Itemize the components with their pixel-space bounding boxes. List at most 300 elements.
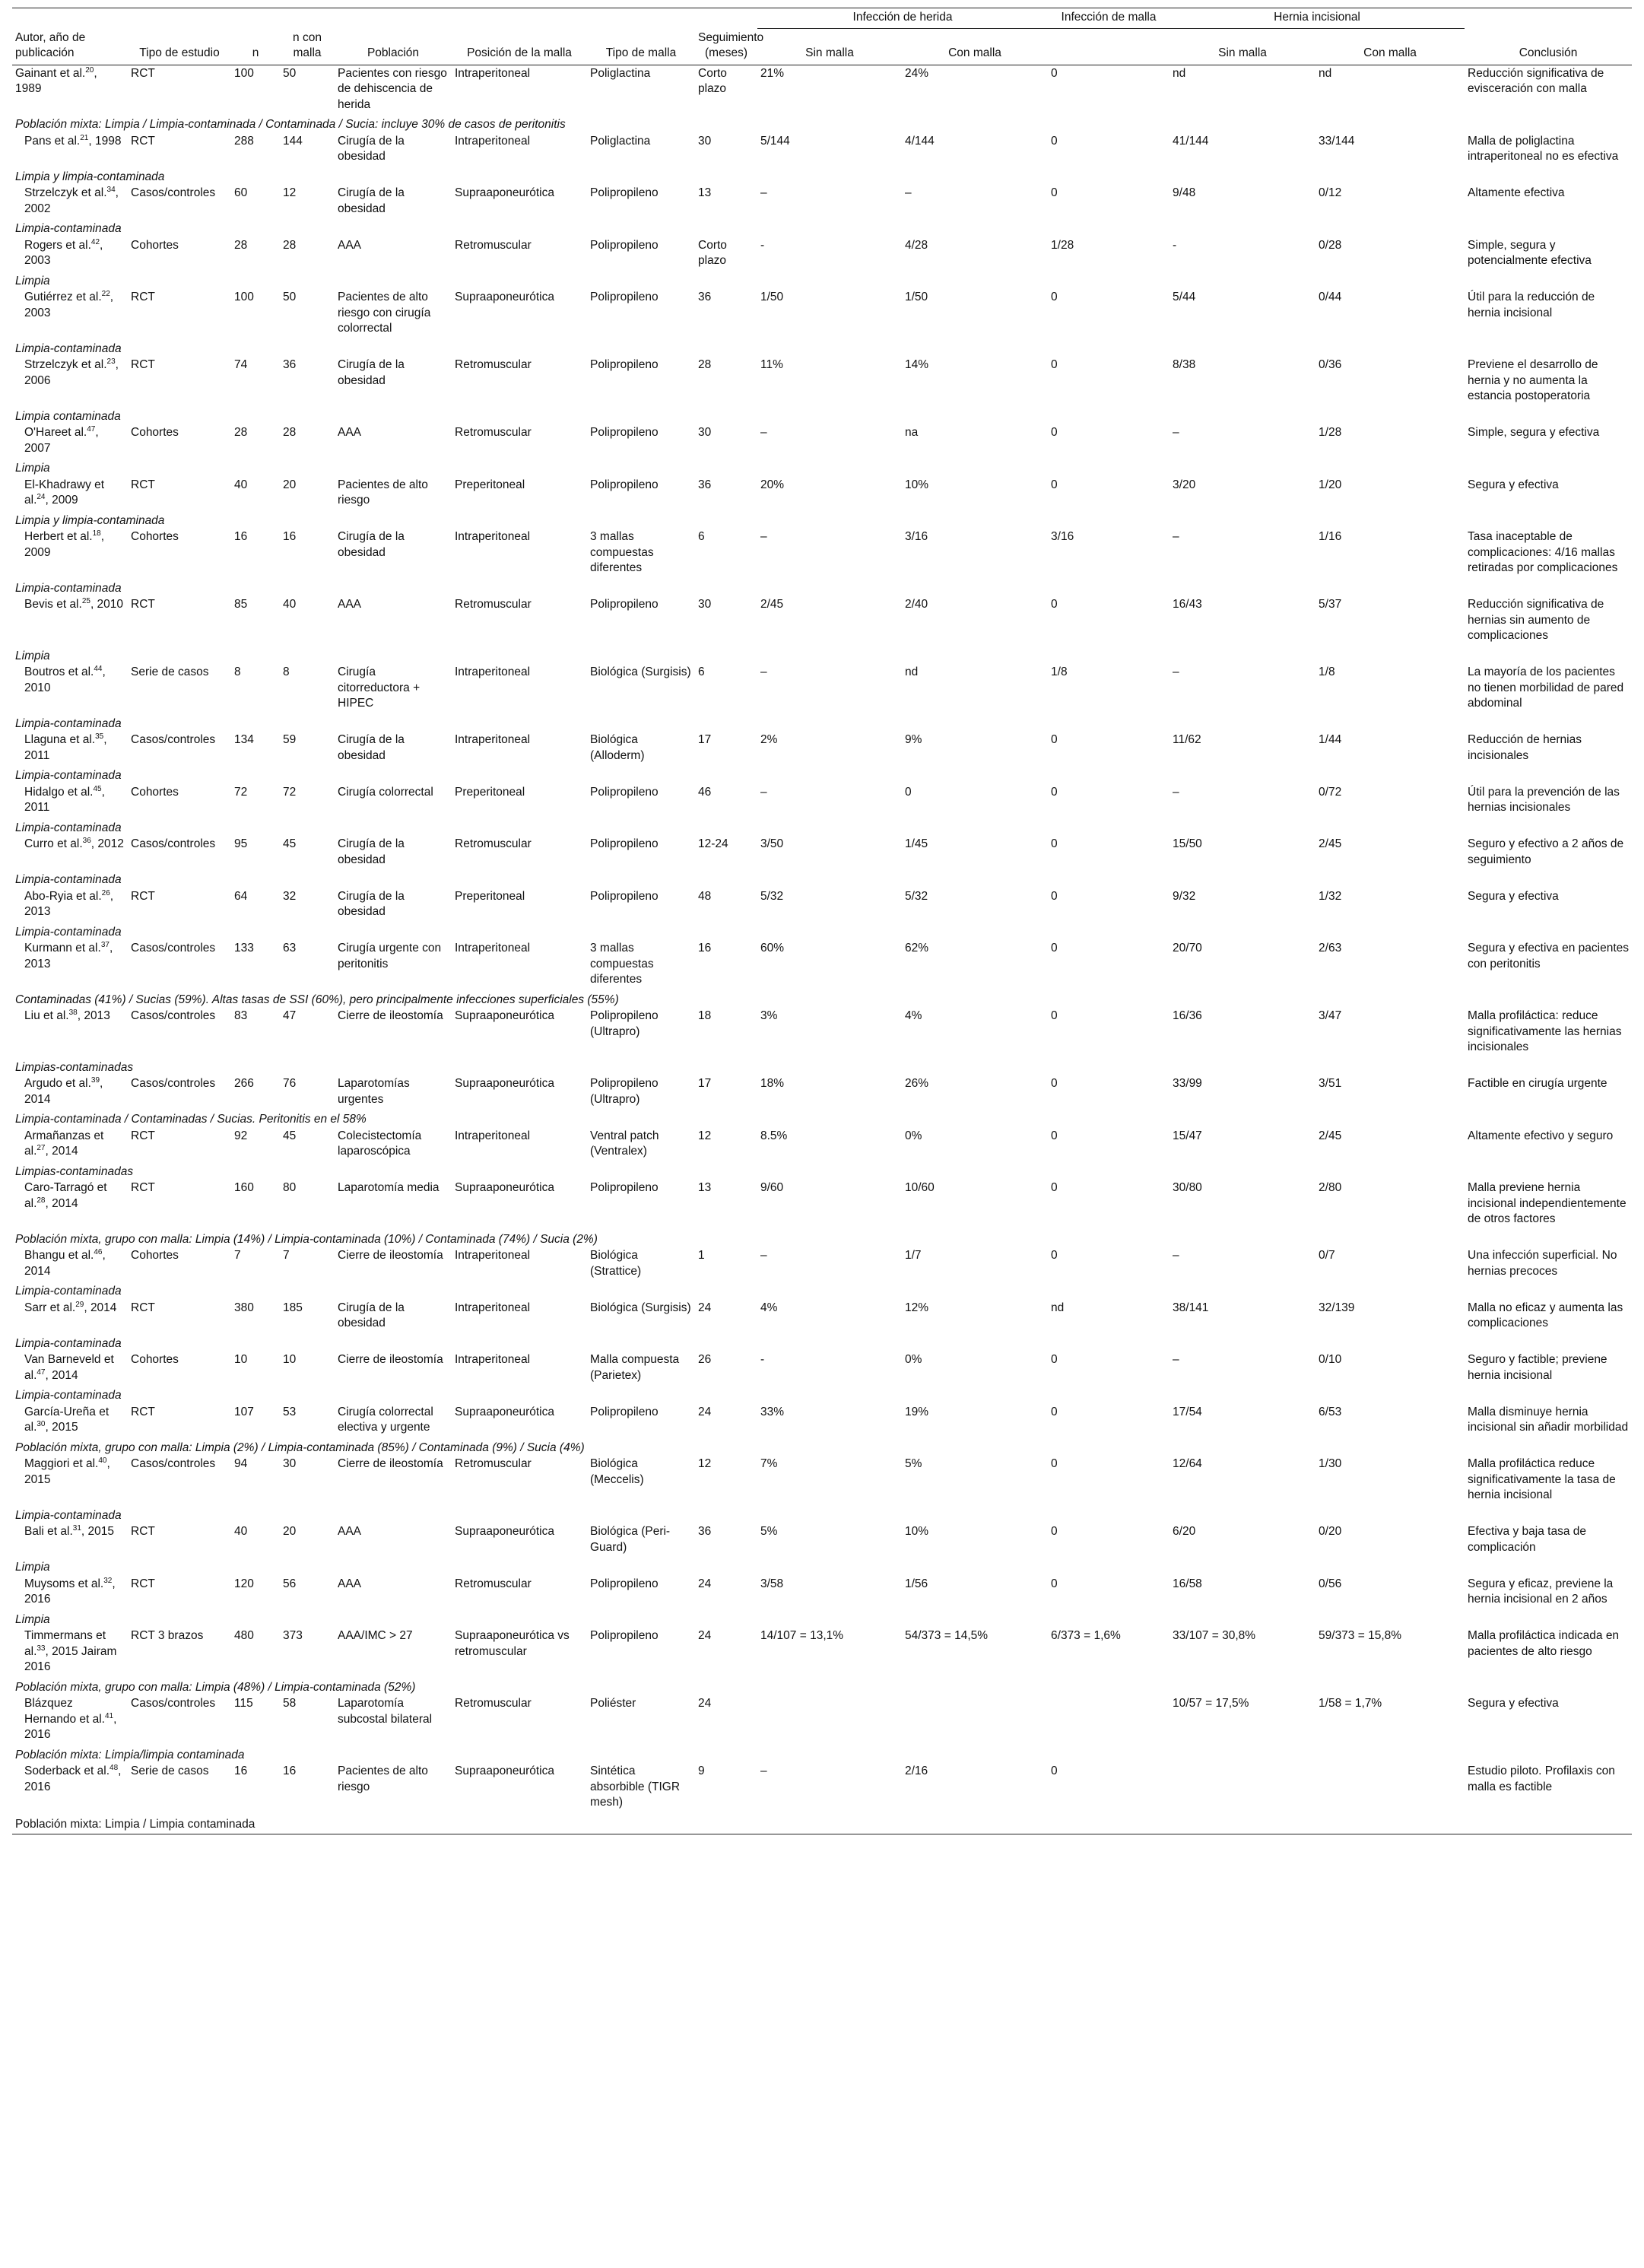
hernia-with-mesh-cell: 59/373 = 15,8% — [1319, 1629, 1402, 1642]
hernia-no-mesh-cell: 10/57 = 17,5% — [1173, 1697, 1249, 1710]
author-cell — [12, 1763, 128, 1812]
publication-year: , 2010 — [24, 665, 106, 694]
n-cell: 288 — [234, 134, 254, 148]
population-cell: Cierre de ileostomía — [338, 1353, 443, 1366]
table-row — [12, 1404, 1632, 1437]
study-type-cell: Casos/controles — [131, 186, 216, 199]
population-cell: Colecistectomía laparoscópica — [338, 1129, 422, 1158]
wound-with-mesh-cell: 5% — [905, 1457, 922, 1470]
wound-with-mesh-cell: 2/16 — [905, 1765, 928, 1777]
follow-up-cell: 9 — [698, 1765, 705, 1777]
n-mesh-cell: 50 — [283, 66, 297, 80]
conclusion-cell: Malla profiláctica reduce significativamente la tasa de hernia incisional — [1468, 1457, 1616, 1501]
category-row — [12, 218, 1632, 237]
hernia-no-mesh-cell: – — [1173, 1353, 1179, 1366]
contamination-category: Población mixta: Limpia / Limpia-contaminada / Contaminada / Sucia: incluye 30% de casos de peritonitis — [15, 118, 566, 131]
wound-with-mesh-cell: 1/56 — [905, 1577, 928, 1590]
publication-year: , 2013 — [77, 1009, 110, 1022]
author-cell — [12, 888, 128, 922]
category-row — [12, 1745, 1632, 1764]
mesh-position-cell: Intraperitoneal — [455, 1353, 531, 1366]
mesh-type-cell: Polipropileno (Ultrapro) — [590, 1077, 659, 1106]
conclusion-cell: Una infección superficial. No hernias precoces — [1468, 1249, 1617, 1278]
mesh-position-cell: Supraaponeurótica — [455, 291, 554, 303]
hernia-with-mesh-cell: 1/58 = 1,7% — [1319, 1697, 1382, 1710]
n-cell: 8 — [234, 665, 241, 678]
wound-with-mesh-cell: na — [905, 426, 919, 439]
contamination-category: Limpia — [15, 649, 50, 662]
category-row — [12, 1677, 1632, 1696]
contamination-category: Población mixta, grupo con malla: Limpia (48%) / Limpia-contaminada (52%) — [15, 1680, 416, 1694]
wound-no-mesh-cell: 1/50 — [760, 291, 784, 303]
n-cell: 64 — [234, 889, 248, 903]
author-cell — [12, 1075, 128, 1109]
reference-number: 28 — [36, 1196, 46, 1205]
author-name: Soderback et al. — [24, 1765, 110, 1777]
hernia-no-mesh-cell: 15/47 — [1173, 1129, 1202, 1142]
hernia-no-mesh-cell: 38/141 — [1173, 1301, 1209, 1314]
reference-number: 21 — [80, 133, 89, 142]
hernia-no-mesh-cell: 11/62 — [1173, 733, 1201, 746]
author-name: Pans et al. — [24, 134, 81, 148]
hernia-with-mesh-cell: 0/12 — [1319, 186, 1342, 199]
category-row — [12, 1385, 1632, 1404]
conclusion-cell: Malla disminuye hernia incisional sin añadir morbilidad — [1468, 1405, 1629, 1434]
reference-number: 48 — [109, 1763, 119, 1772]
wound-no-mesh-cell: 33% — [760, 1405, 785, 1418]
col-hernia-no-mesh: Sin malla — [1218, 46, 1267, 59]
wound-no-mesh-cell: 3/50 — [760, 837, 784, 850]
publication-year: , 2014 — [45, 1368, 78, 1382]
wound-with-mesh-cell: – — [905, 186, 912, 199]
hernia-with-mesh-cell: 1/30 — [1319, 1457, 1342, 1470]
wound-with-mesh-cell: 0% — [905, 1353, 922, 1366]
conclusion-cell: Seguro y factible; previene hernia incisional — [1468, 1353, 1608, 1382]
mesh-position-cell: Retromuscular — [455, 837, 532, 850]
category-row — [12, 271, 1632, 290]
n-mesh-cell: 7 — [283, 1249, 290, 1262]
conclusion-cell: Tasa inaceptable de complicaciones: 4/16 mallas retiradas por complicaciones — [1468, 530, 1618, 574]
contamination-category: Población mixta, grupo con malla: Limpia (2%) / Limpia-contaminada (85%) / Contaminada (9%) / Sucia (4%) — [15, 1441, 585, 1454]
publication-year: , 2002 — [24, 186, 119, 215]
conclusion-cell: Estudio piloto. Profilaxis con malla es factible — [1468, 1765, 1615, 1793]
author-cell — [12, 357, 128, 406]
contamination-category: Limpia-contaminada — [15, 1389, 122, 1402]
publication-year: , 2009 — [45, 494, 78, 507]
author-name: Van Barneveld et al. — [24, 1353, 114, 1382]
study-type-cell: RCT — [131, 1577, 155, 1590]
contamination-category: Limpia — [15, 274, 50, 287]
conclusion-cell: Segura y efectiva — [1468, 1697, 1559, 1710]
study-type-cell: RCT — [131, 1525, 155, 1538]
n-mesh-cell: 16 — [283, 1765, 297, 1777]
n-cell: 60 — [234, 186, 248, 199]
follow-up-cell: 24 — [698, 1301, 712, 1314]
mesh-position-cell: Supraaponeurótica — [455, 1009, 554, 1022]
author-cell — [12, 477, 128, 510]
author-cell — [12, 529, 128, 578]
author-name: Curro et al. — [24, 837, 83, 850]
table-row — [12, 1075, 1632, 1109]
author-name: Strzelczyk et al. — [24, 186, 107, 199]
col-wound-with-mesh: Con malla — [948, 46, 1001, 59]
n-mesh-cell: 76 — [283, 1077, 297, 1090]
wound-no-mesh-cell: 14/107 = 13,1% — [760, 1629, 844, 1642]
contamination-category: Limpia-contaminada — [15, 341, 122, 355]
author-name: Rogers et al. — [24, 238, 91, 252]
n-cell: 7 — [234, 1249, 241, 1262]
category-row — [12, 1505, 1632, 1524]
n-cell: 10 — [234, 1353, 248, 1366]
table-body — [12, 65, 1632, 1834]
author-name: Boutros et al. — [24, 665, 94, 678]
col-mesh-position: Posición de la malla — [467, 46, 572, 59]
n-cell: 92 — [234, 1129, 248, 1142]
conclusion-cell: Altamente efectiva — [1468, 186, 1565, 199]
population-cell: AAA/IMC > 27 — [338, 1629, 413, 1642]
wound-no-mesh-cell: 2/45 — [760, 598, 784, 611]
mesh-infection-cell: 1/8 — [1051, 665, 1068, 678]
category-row — [12, 1229, 1632, 1248]
contamination-category: Limpia y limpia-contaminada — [15, 170, 165, 183]
publication-year: , 2013 — [24, 889, 114, 918]
mesh-infection-cell: 0 — [1051, 1405, 1058, 1418]
hernia-with-mesh-cell: 0/10 — [1319, 1353, 1342, 1366]
contamination-category: Contaminadas (41%) / Sucias (59%). Altas tasas de SSI (60%), pero principalmente infecciones superficiales (55%) — [15, 993, 619, 1006]
mesh-type-cell: Polipropileno — [590, 358, 659, 371]
author-name: Armañanzas et al. — [24, 1129, 104, 1158]
population-cell: Laparotomía subcostal bilateral — [338, 1697, 433, 1726]
mesh-type-cell: Polipropileno — [590, 426, 659, 439]
publication-year: , 2015 Jairam 2016 — [24, 1644, 117, 1673]
study-type-cell: Serie de casos — [131, 665, 209, 678]
mesh-position-cell: Supraaponeurótica — [455, 186, 554, 199]
follow-up-cell: 24 — [698, 1405, 712, 1418]
publication-year: , 2011 — [24, 785, 105, 814]
publication-year: , 2014 — [24, 1077, 103, 1106]
reference-number: 25 — [81, 596, 90, 605]
publication-year: , 2010 — [90, 598, 124, 611]
n-mesh-cell: 32 — [283, 889, 297, 903]
hernia-with-mesh-cell: 2/80 — [1319, 1181, 1342, 1194]
mesh-infection-cell: 0 — [1051, 1353, 1058, 1366]
author-name: Bhangu et al. — [24, 1249, 94, 1262]
hernia-with-mesh-cell: 0/7 — [1319, 1249, 1335, 1262]
contamination-category: Limpia-contaminada — [15, 222, 122, 235]
author-cell — [12, 1128, 128, 1161]
hernia-no-mesh-cell: 8/38 — [1173, 358, 1196, 371]
mesh-infection-cell — [1048, 1695, 1170, 1745]
study-type-cell: Cohortes — [131, 1249, 179, 1262]
conclusion-cell: Reducción significativa de evisceración con malla — [1468, 66, 1604, 95]
table-row — [12, 732, 1632, 765]
contamination-category: Limpias-contaminadas — [15, 1060, 134, 1074]
category-row — [12, 338, 1632, 357]
n-cell: 100 — [234, 66, 254, 80]
population-cell: Cirugía de la obesidad — [338, 837, 405, 866]
wound-with-mesh-cell: 5/32 — [905, 889, 928, 903]
mesh-infection-cell: 0 — [1051, 942, 1058, 955]
category-row — [12, 167, 1632, 186]
n-mesh-cell: 20 — [283, 478, 297, 491]
study-type-cell: Cohortes — [131, 238, 179, 252]
wound-with-mesh-cell: 10% — [905, 1525, 929, 1538]
study-type-cell: Casos/controles — [131, 942, 216, 955]
mesh-infection-cell: 0 — [1051, 291, 1058, 303]
follow-up-cell: 6 — [698, 665, 705, 678]
follow-up-cell: 12 — [698, 1129, 712, 1142]
hernia-with-mesh-cell: 2/45 — [1319, 837, 1342, 850]
n-mesh-cell: 56 — [283, 1577, 297, 1590]
hernia-with-mesh-cell: 1/28 — [1319, 426, 1342, 439]
study-type-cell: Casos/controles — [131, 1457, 216, 1470]
hernia-no-mesh-cell: 30/80 — [1173, 1181, 1202, 1194]
conclusion-cell: La mayoría de los pacientes no tienen morbilidad de pared abdominal — [1468, 665, 1624, 710]
n-cell: 107 — [234, 1405, 254, 1418]
follow-up-cell: 24 — [698, 1629, 712, 1642]
mesh-type-cell: Biológica (Alloderm) — [590, 733, 645, 762]
follow-up-cell: 24 — [698, 1697, 712, 1710]
conclusion-cell: Útil para la prevención de las hernias incisionales — [1468, 785, 1620, 814]
hernia-with-mesh-cell: 0/72 — [1319, 785, 1342, 799]
publication-year: , 2016 — [24, 1765, 122, 1793]
category-row — [12, 114, 1632, 133]
category-row — [12, 646, 1632, 665]
mesh-infection-cell: 0 — [1051, 1457, 1058, 1470]
category-row — [12, 1437, 1632, 1456]
category-row — [12, 406, 1632, 425]
author-name: Blázquez Hernando et al. — [24, 1697, 105, 1726]
wound-with-mesh-cell: 0 — [905, 785, 912, 799]
table-row — [12, 1352, 1632, 1385]
population-cell: Pacientes de alto riesgo — [338, 478, 428, 507]
contamination-category: Limpias-contaminadas — [15, 1164, 134, 1178]
table-row — [12, 1456, 1632, 1505]
study-type-cell: RCT — [131, 598, 155, 611]
mesh-position-cell: Preperitoneal — [455, 478, 525, 491]
mesh-infection-cell: 0 — [1051, 598, 1058, 611]
hernia-no-mesh-cell: - — [1173, 238, 1177, 252]
reference-number: 47 — [36, 1367, 46, 1377]
table-row — [12, 596, 1632, 646]
wound-no-mesh-cell: 5% — [760, 1525, 778, 1538]
wound-no-mesh-cell: – — [760, 785, 767, 799]
wound-no-mesh-cell: – — [760, 1765, 767, 1777]
wound-no-mesh-cell: 3/58 — [760, 1577, 784, 1590]
population-cell: AAA — [338, 426, 362, 439]
mesh-type-cell: Polipropileno — [590, 1629, 659, 1642]
n-mesh-cell: 47 — [283, 1009, 297, 1022]
reference-number: 20 — [85, 65, 94, 75]
mesh-type-cell: Malla compuesta (Parietex) — [590, 1353, 680, 1382]
n-cell: 40 — [234, 1525, 248, 1538]
publication-year: , 2007 — [24, 426, 99, 455]
reference-number: 35 — [95, 732, 104, 741]
table-row — [12, 1695, 1632, 1745]
hernia-no-mesh-cell: 16/43 — [1173, 598, 1202, 611]
table-row — [12, 1008, 1632, 1057]
hernia-no-mesh-cell: 12/64 — [1173, 1457, 1202, 1470]
conclusion-cell: Segura y efectiva — [1468, 889, 1559, 903]
hernia-no-mesh-cell: 16/58 — [1173, 1577, 1202, 1590]
author-name: Kurmann et al. — [24, 942, 101, 955]
publication-year: , 2006 — [24, 358, 119, 387]
conclusion-cell: Simple, segura y efectiva — [1468, 426, 1600, 439]
n-mesh-cell: 80 — [283, 1181, 297, 1194]
reference-number: 29 — [75, 1300, 84, 1309]
study-type-cell: RCT — [131, 134, 155, 148]
contamination-category: Limpia — [15, 1561, 50, 1574]
col-hernia-with-mesh: Con malla — [1363, 46, 1417, 59]
n-mesh-cell: 28 — [283, 238, 297, 252]
author-cell — [12, 1352, 128, 1385]
mesh-type-cell: Polipropileno — [590, 291, 659, 303]
reference-number: 22 — [101, 289, 110, 298]
wound-no-mesh-cell: 9/60 — [760, 1181, 784, 1194]
population-cell: AAA — [338, 1525, 362, 1538]
publication-year: , 2015 — [45, 1421, 78, 1434]
wound-with-mesh-cell: 62% — [905, 942, 929, 955]
wound-with-mesh-cell: 12% — [905, 1301, 929, 1314]
hernia-with-mesh-cell: 0/56 — [1319, 1577, 1342, 1590]
hernia-no-mesh-cell: – — [1173, 785, 1179, 799]
mesh-type-cell: Biológica (Meccelis) — [590, 1457, 644, 1486]
follow-up-cell: 30 — [698, 598, 712, 611]
wound-no-mesh-cell: – — [760, 665, 767, 678]
studies-table — [12, 8, 1632, 1834]
publication-year: , 2013 — [24, 942, 113, 970]
hernia-no-mesh-cell: 5/44 — [1173, 291, 1196, 303]
n-mesh-cell: 45 — [283, 837, 297, 850]
conclusion-cell: Efectiva y baja tasa de complicación — [1468, 1525, 1586, 1554]
mesh-type-cell: Polipropileno — [590, 1577, 659, 1590]
wound-with-mesh-cell — [902, 1695, 1048, 1745]
study-type-cell: Casos/controles — [131, 1697, 216, 1710]
wound-no-mesh-cell — [757, 1695, 902, 1745]
wound-with-mesh-cell: 10/60 — [905, 1181, 935, 1194]
study-type-cell: RCT — [131, 1405, 155, 1418]
publication-year: , 2016 — [24, 1712, 117, 1741]
mesh-position-cell: Intraperitoneal — [455, 530, 531, 543]
table-row — [12, 357, 1632, 406]
n-mesh-cell: 40 — [283, 598, 297, 611]
wound-no-mesh-cell: 2% — [760, 733, 778, 746]
wound-no-mesh-cell: 5/32 — [760, 889, 784, 903]
mesh-type-cell: Polipropileno (Ultrapro) — [590, 1009, 659, 1038]
reference-number: 34 — [106, 185, 116, 194]
col-author: Autor, año de publicación — [15, 30, 86, 59]
hernia-with-mesh-cell: 2/45 — [1319, 1129, 1342, 1142]
publication-year: , 2014 — [45, 1196, 78, 1210]
author-cell — [12, 1180, 128, 1229]
population-cell: Laparotomía media — [338, 1181, 440, 1194]
reference-number: 37 — [100, 940, 109, 949]
conclusion-cell: Reducción de hernias incisionales — [1468, 733, 1582, 762]
population-cell: Cirugía colorrectal electiva y urgente — [338, 1405, 433, 1434]
col-wound-no-mesh: Sin malla — [805, 46, 854, 59]
mesh-infection-cell: 1/28 — [1051, 238, 1074, 252]
study-type-cell: Casos/controles — [131, 1077, 216, 1090]
follow-up-cell: 6 — [698, 530, 705, 543]
mesh-position-cell: Intraperitoneal — [455, 1301, 531, 1314]
follow-up-cell: 12 — [698, 1457, 712, 1470]
follow-up-cell: 28 — [698, 358, 712, 371]
hernia-with-mesh-cell: 33/144 — [1319, 134, 1355, 148]
n-mesh-cell: 36 — [283, 358, 297, 371]
n-mesh-cell: 50 — [283, 291, 297, 303]
n-mesh-cell: 72 — [283, 785, 297, 799]
mesh-infection-cell: 0 — [1051, 134, 1058, 148]
follow-up-cell: 18 — [698, 1009, 712, 1022]
contamination-category: Población mixta, grupo con malla: Limpia (14%) / Limpia-contaminada (10%) / Contaminada (74%) / Sucia (2%) — [15, 1232, 598, 1246]
author-cell — [12, 1523, 128, 1557]
n-mesh-cell: 58 — [283, 1697, 297, 1710]
mesh-type-cell: Polipropileno — [590, 837, 659, 850]
mesh-position-cell: Preperitoneal — [455, 785, 525, 799]
hernia-with-mesh-cell: 3/47 — [1319, 1009, 1342, 1022]
reference-number: 36 — [82, 836, 91, 845]
wound-with-mesh-cell: 10% — [905, 478, 929, 491]
follow-up-cell: 1 — [698, 1249, 705, 1262]
mesh-type-cell: Polipropileno — [590, 889, 659, 903]
n-cell: 120 — [234, 1577, 254, 1590]
population-cell: AAA — [338, 238, 362, 252]
conclusion-cell: Malla no eficaz y aumenta las complicaciones — [1468, 1301, 1623, 1329]
population-cell: Cirugía urgente con peritonitis — [338, 942, 442, 970]
hernia-no-mesh-cell: 41/144 — [1173, 134, 1209, 148]
author-cell — [12, 836, 128, 869]
wound-no-mesh-cell: 20% — [760, 478, 785, 491]
col-mesh-infection — [1048, 29, 1170, 65]
mesh-type-cell: Biológica (Surgisis) — [590, 665, 691, 678]
mesh-position-cell: Retromuscular — [455, 598, 532, 611]
n-mesh-cell: 28 — [283, 426, 297, 439]
population-cell: Pacientes de alto riesgo con cirugía colorrectal — [338, 291, 431, 335]
follow-up-cell: Corto plazo — [698, 238, 727, 267]
contamination-category: Limpia contaminada — [15, 409, 121, 423]
wound-no-mesh-cell: – — [760, 426, 767, 439]
hernia-with-mesh-cell: 1/32 — [1319, 889, 1342, 903]
table-row — [12, 664, 1632, 713]
reference-number: 33 — [36, 1644, 46, 1653]
hernia-with-mesh-cell: 0/44 — [1319, 291, 1342, 303]
category-row — [12, 458, 1632, 477]
mesh-position-cell: Intraperitoneal — [455, 1129, 531, 1142]
mesh-infection-cell: 0 — [1051, 426, 1058, 439]
n-mesh-cell: 53 — [283, 1405, 297, 1418]
population-cell: Cirugía de la obesidad — [338, 1301, 405, 1329]
mesh-type-cell: Biológica (Peri-Guard) — [590, 1525, 671, 1554]
author-name: Bali et al. — [24, 1525, 73, 1538]
publication-year: , 2003 — [24, 238, 103, 267]
wound-no-mesh-cell: 4% — [760, 1301, 778, 1314]
mesh-infection-cell: 0 — [1051, 1249, 1058, 1262]
follow-up-cell: 12-24 — [698, 837, 728, 850]
follow-up-cell: 36 — [698, 291, 712, 303]
hernia-with-mesh-cell: 0/36 — [1319, 358, 1342, 371]
conclusion-cell: Segura y eficaz, previene la hernia incisional en 2 años — [1468, 1577, 1614, 1606]
table-row — [12, 1763, 1632, 1812]
n-mesh-cell: 20 — [283, 1525, 297, 1538]
wound-with-mesh-cell: 4/28 — [905, 238, 928, 252]
mesh-position-cell: Retromuscular — [455, 238, 532, 252]
table-row — [12, 888, 1632, 922]
mesh-infection-cell: 0 — [1051, 1577, 1058, 1590]
mesh-infection-cell: nd — [1051, 1301, 1065, 1314]
population-cell: AAA — [338, 1577, 362, 1590]
n-cell: 134 — [234, 733, 254, 746]
col-population: Población — [367, 46, 420, 59]
